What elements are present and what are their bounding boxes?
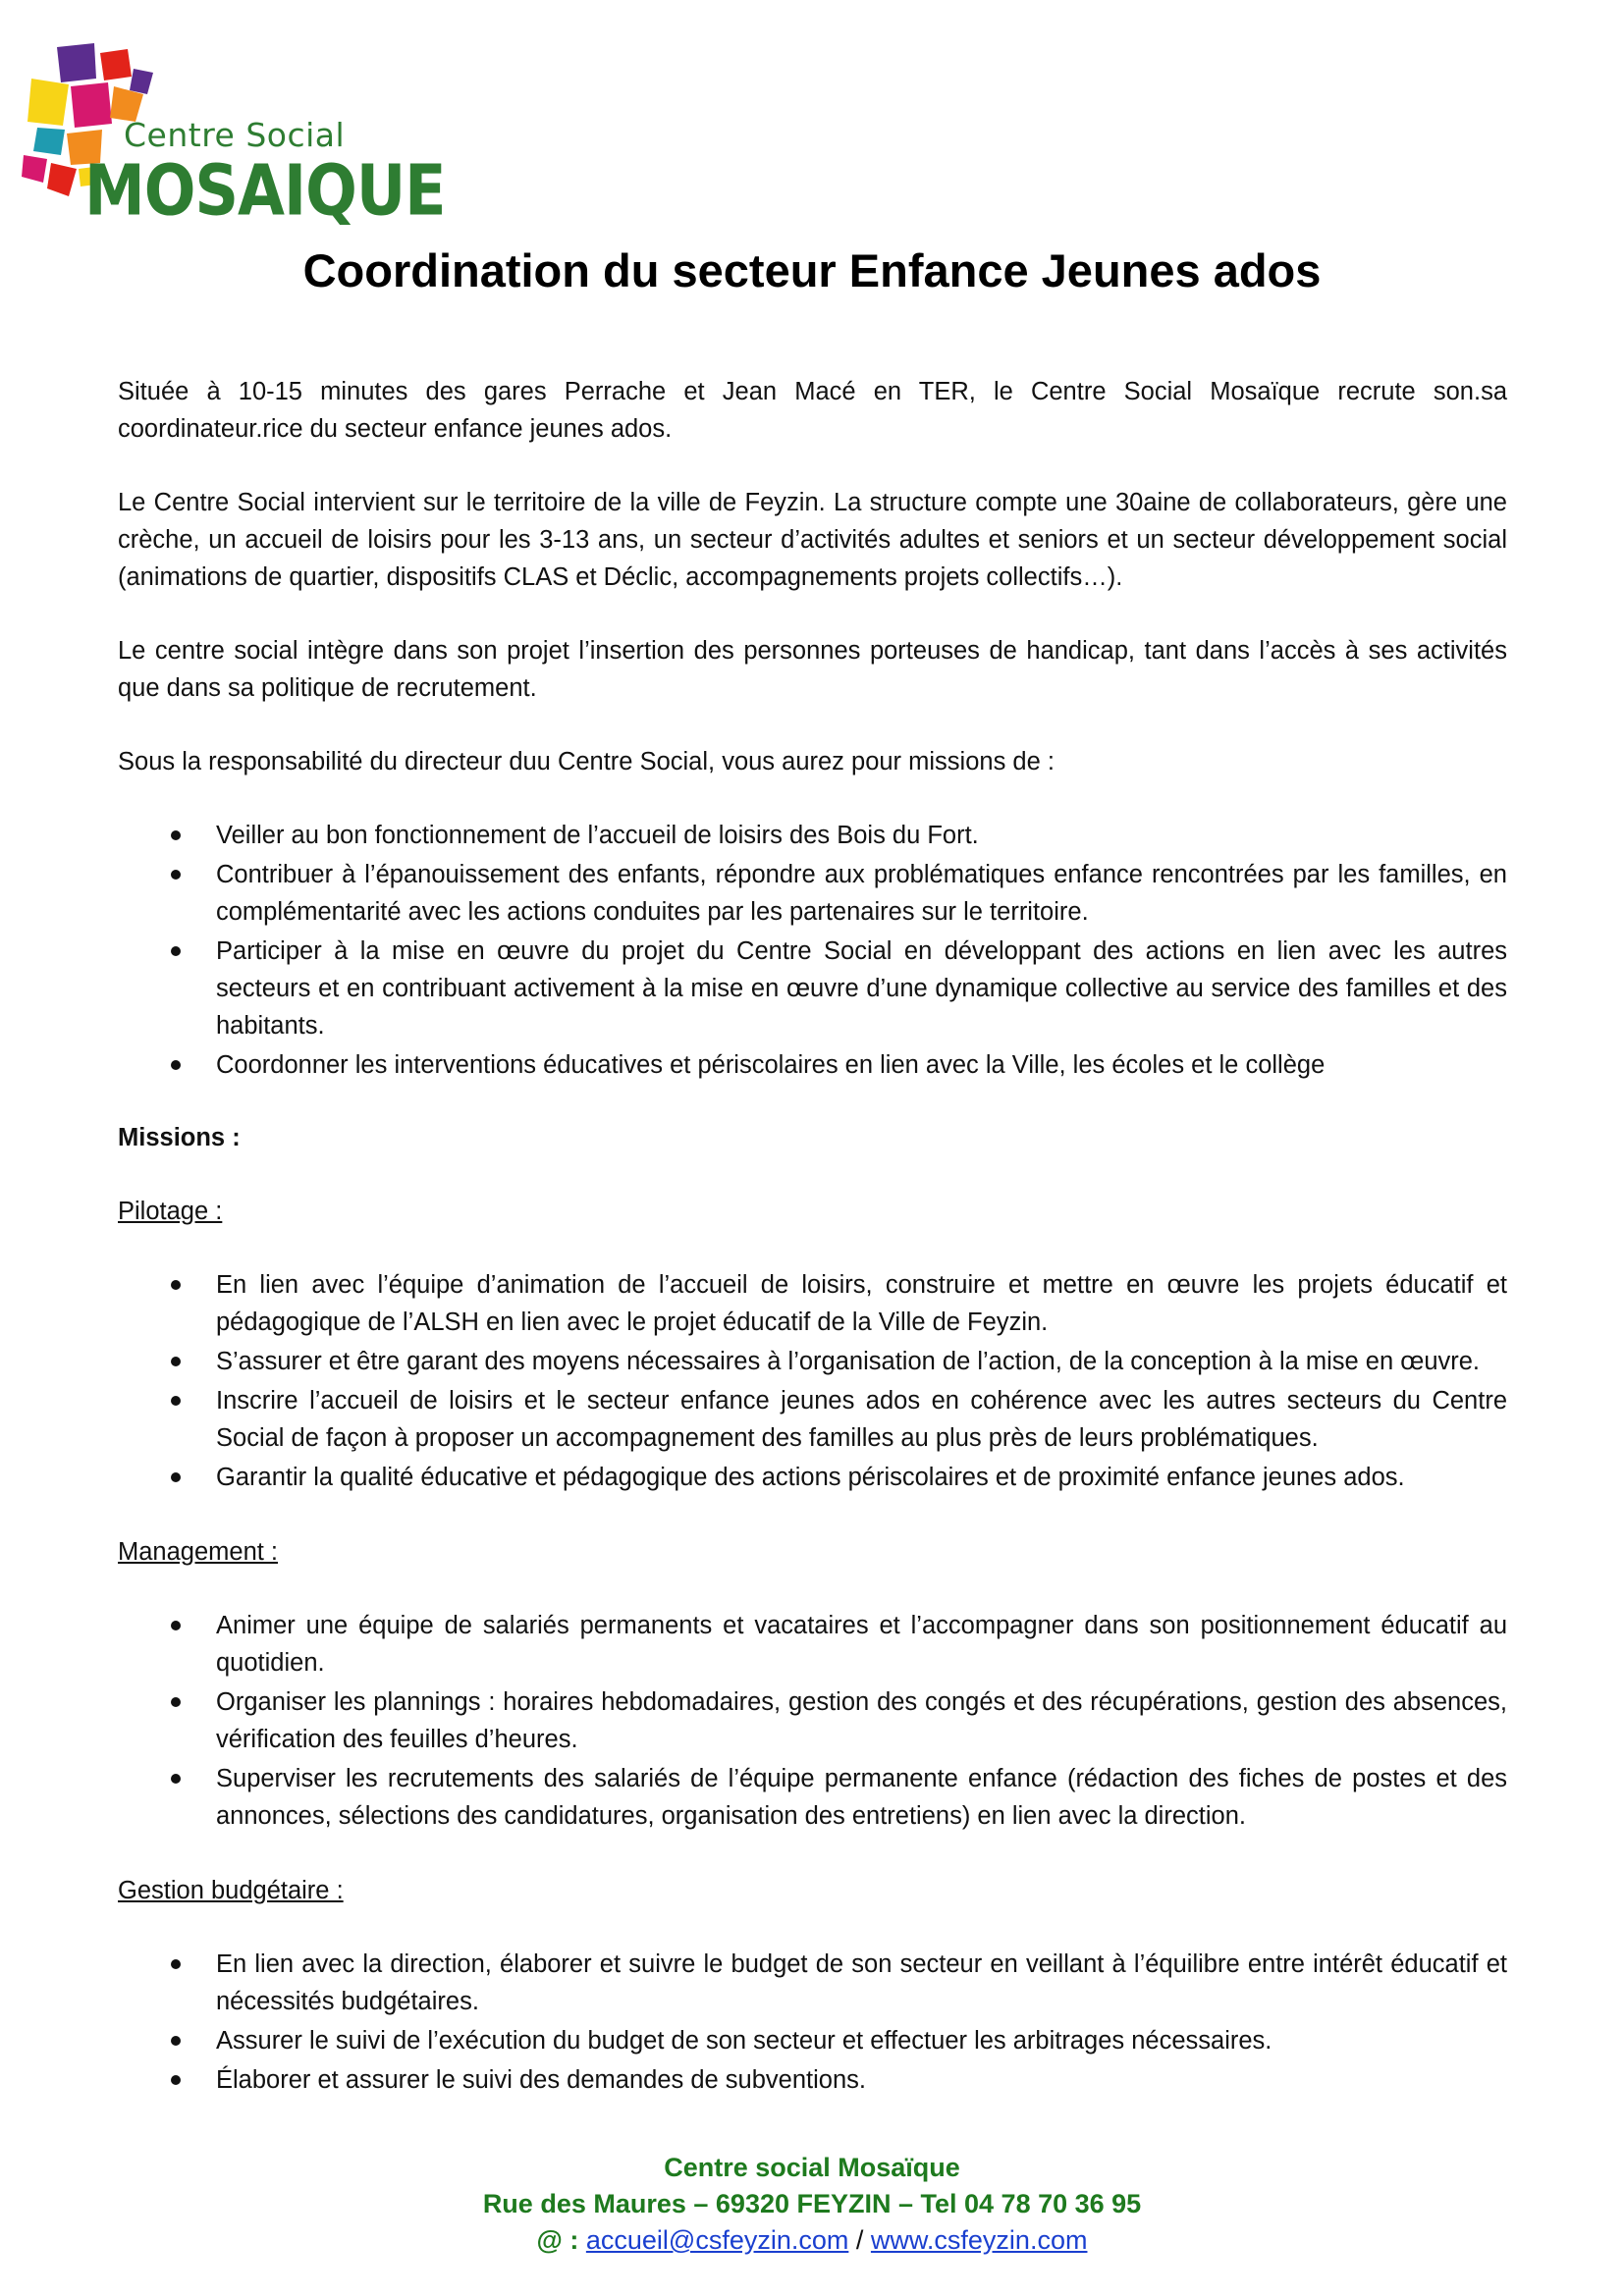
paragraph-structure: Le Centre Social intervient sur le territoire de la ville de Feyzin. La structure compte une 30aine de collaborateurs, gère une crèche, un accueil de loisirs pour les 3-13 ans, un secteur d’activités adultes et seniors et un secteur développement social (animations de quartier, dispositifs CLAS et Déclic, accompagnements projets collectifs…). [118,489,1507,591]
list-item: En lien avec l’équipe d’animation de l’accueil de loisirs, construire et mettre en œuvre les projets éducatif et pédagogique de l’ALSH en lien avec le projet éducatif de la Ville de Feyzin. [118,1266,1507,1341]
list-item: Organiser les plannings : horaires hebdomadaires, gestion des congés et des récupérations, gestion des absences, vérification des feuilles d’heures. [118,1683,1507,1758]
list-item: Coordonner les interventions éducatives et périscolaires en lien avec la Ville, les écoles et le collège [118,1046,1507,1084]
management-list [118,1607,1507,1835]
list-item: Garantir la qualité éducative et pédagogique des actions périscolaires et de proximité enfance jeunes ados. [118,1459,1507,1496]
list-item: Assurer le suivi de l’exécution du budget de son secteur et effectuer les arbitrages nécessaires. [118,2022,1507,2059]
list-item: S’assurer et être garant des moyens nécessaires à l’organisation de l’action, de la conception à la mise en œuvre. [118,1343,1507,1380]
gestion-budgetaire-list [118,1946,1507,2099]
missions-heading: Missions : [118,1124,241,1151]
list-item: Participer à la mise en œuvre du projet du Centre Social en développant des actions en lien avec les autres secteurs et en contribuant activement à la mise en œuvre d’une dynamique collective au service des familles et des habitants. [118,933,1507,1044]
logo-text-mosaique: MOSAIQUE [84,149,446,232]
list-item: Veiller au bon fonctionnement de l’accueil de loisirs des Bois du Fort. [118,817,1507,854]
document-title: Coordination du secteur Enfance Jeunes ados [302,244,1322,296]
list-item: Superviser les recrutements des salariés de l’équipe permanente enfance (rédaction des fiches de postes et des annonces, sélections des candidatures, organisation des entretiens) en lien avec la direction. [118,1760,1507,1835]
list-item: Inscrire l’accueil de loisirs et le secteur enfance jeunes ados en cohérence avec les autres secteurs du Centre Social de façon à proposer un accompagnement des familles au plus près de leurs problématiques. [118,1382,1507,1457]
paragraph-handicap: Le centre social intègre dans son projet l’insertion des personnes porteuses de handicap, tant dans l’accès à ses activités que dans sa politique de recrutement. [118,637,1507,702]
logo [18,39,446,245]
website-link[interactable]: www.csfeyzin.com [870,2225,1088,2255]
section-heading-management: Management : [118,1538,279,1566]
logo-text-centre-social: Centre Social [124,116,346,154]
list-item: Animer une équipe de salariés permanents et vacataires et l’accompagner dans son positionnement éducatif au quotidien. [118,1607,1507,1682]
document-body [118,373,1507,2134]
list-item: En lien avec la direction, élaborer et suivre le budget de son secteur en veillant à l’équilibre entre intérêt éducatif et nécessités budgétaires. [118,1946,1507,2020]
list-item: Élaborer et assurer le suivi des demandes de subventions. [118,2061,1507,2099]
email-link[interactable]: accueil@csfeyzin.com [585,2225,849,2255]
list-item: Contribuer à l’épanouissement des enfants, répondre aux problématiques enfance rencontrées par les familles, en complémentarité avec les actions conduites par les partenaires sur le territoire. [118,856,1507,931]
footer-name: Centre social Mosaïque [664,2153,960,2182]
intro-bullet-list [118,817,1507,1084]
section-heading-gestion-budgetaire: Gestion budgétaire : [118,1877,344,1904]
separator: / [855,2225,864,2255]
at-label: @ : [536,2225,579,2255]
section-heading-pilotage: Pilotage : [118,1198,223,1225]
footer-contact [0,2222,1624,2259]
paragraph-intro: Située à 10-15 minutes des gares Perrache et Jean Macé en TER, le Centre Social Mosaïque recrute son.sa coordinateur.rice du secteur enfance jeunes ados. [118,378,1507,443]
pilotage-list [118,1266,1507,1496]
footer [0,2150,1624,2259]
paragraph-responsabilite: Sous la responsabilité du directeur duu Centre Social, vous aurez pour missions de : [118,748,1055,775]
footer-address: Rue des Maures – 69320 FEYZIN – Tel 04 78 70 36 95 [482,2189,1142,2218]
